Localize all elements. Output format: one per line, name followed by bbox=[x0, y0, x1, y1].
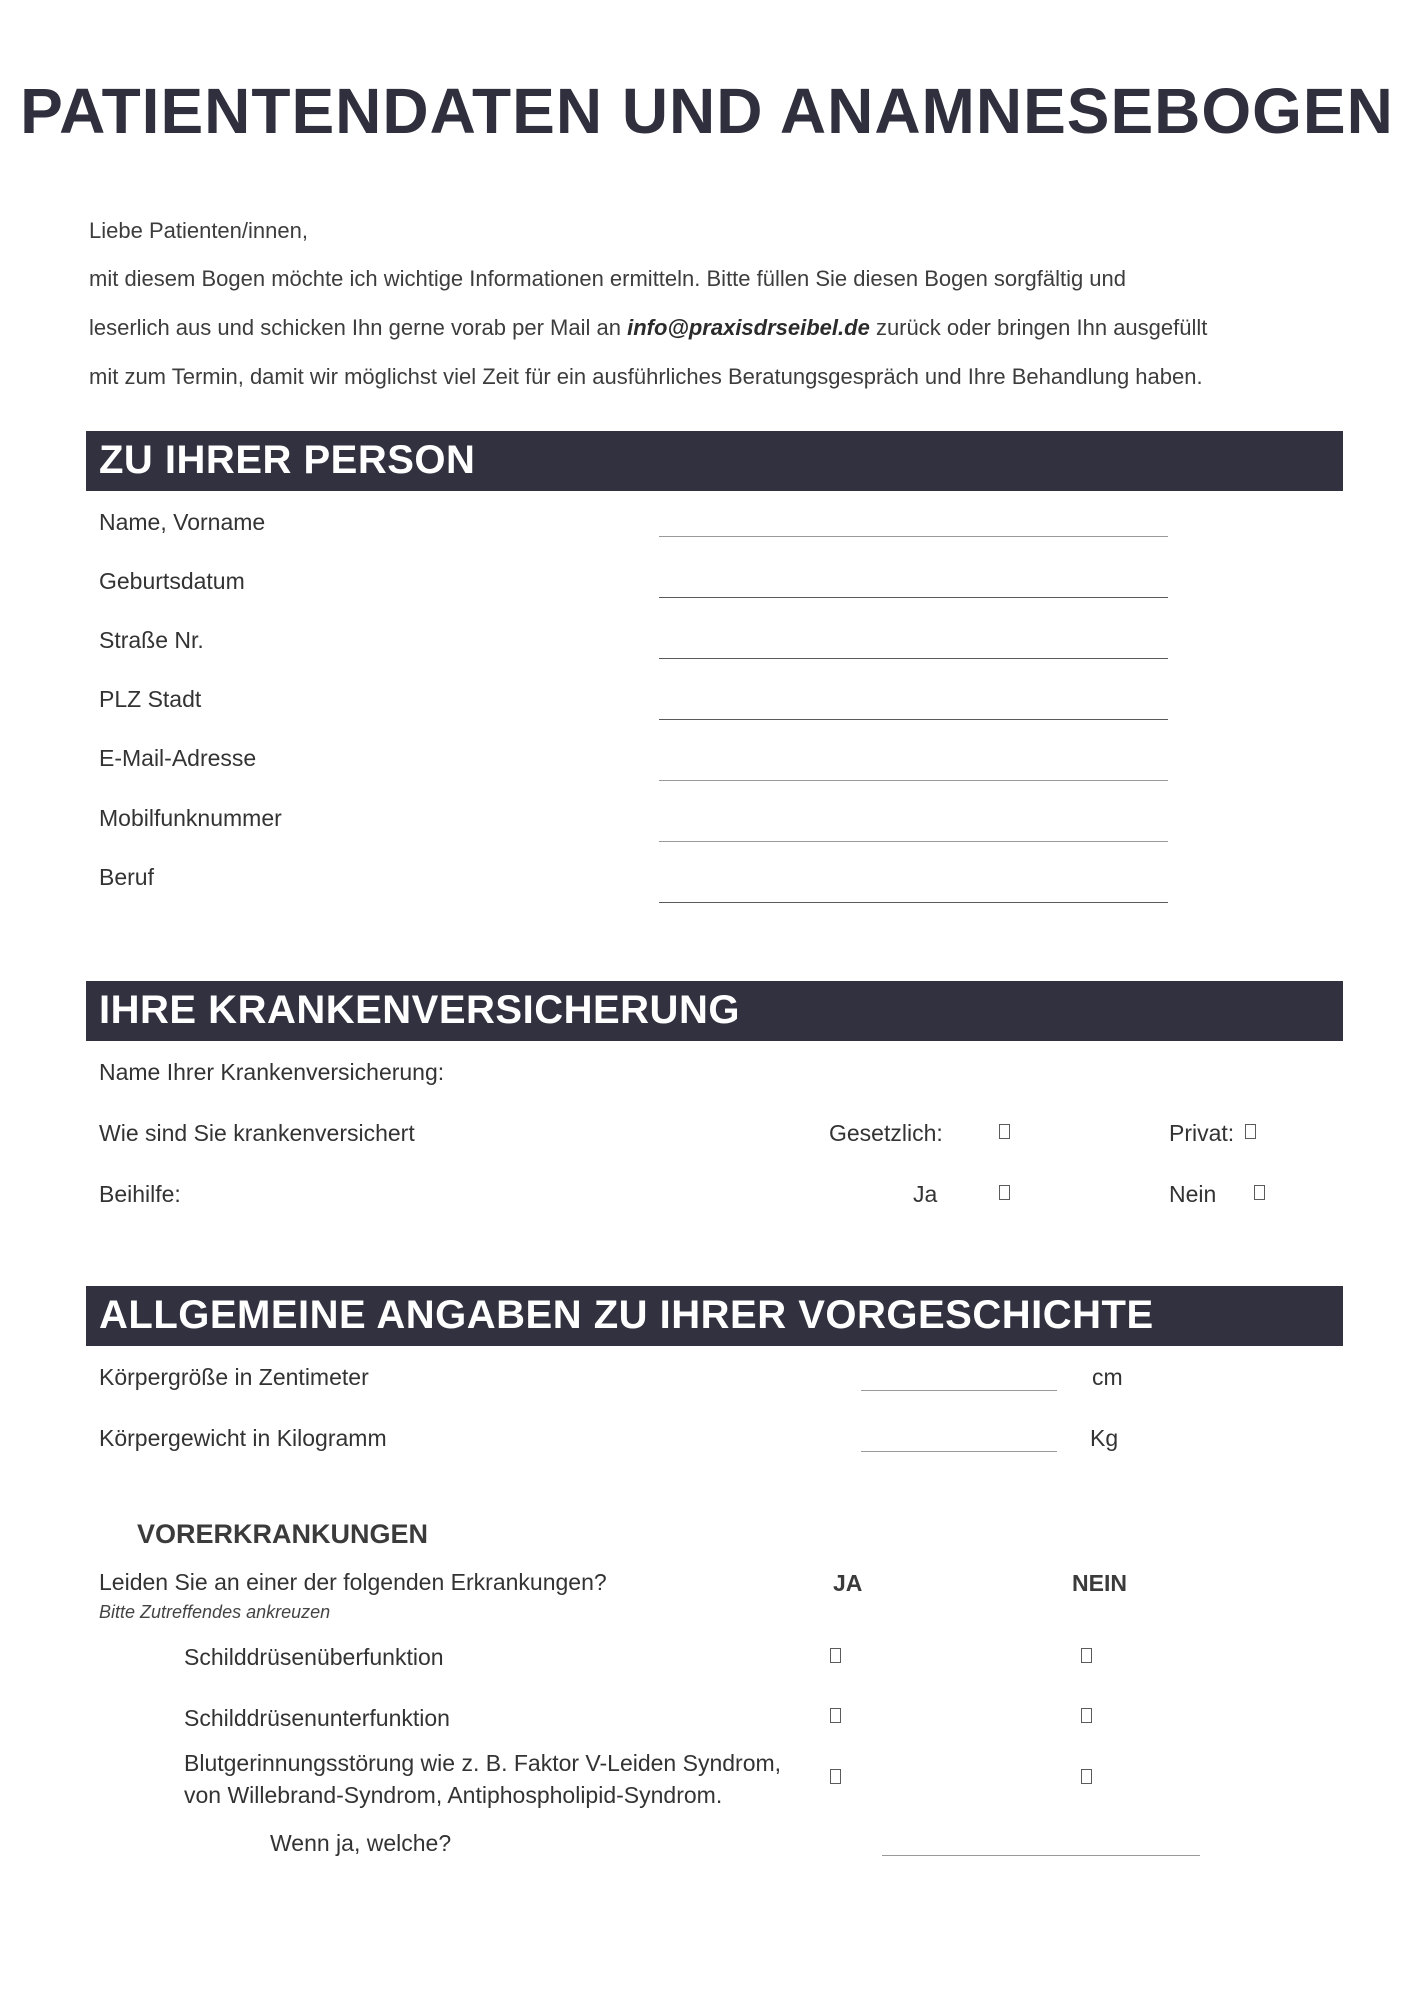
statutory-checkbox[interactable] bbox=[999, 1124, 1010, 1139]
prior-illnesses-note: Bitte Zutreffendes ankreuzen bbox=[99, 1602, 331, 1622]
statutory-label: Gesetzlich: bbox=[829, 1120, 943, 1146]
coagulation-yes-checkbox[interactable] bbox=[830, 1769, 841, 1784]
intro-line-2-start: leserlich aus und schicken Ihn gerne vorab per Mail an bbox=[89, 315, 628, 340]
prior-illnesses-question: Leiden Sie an einer der folgenden Erkrankungen? bbox=[99, 1569, 607, 1595]
height-unit: cm bbox=[1092, 1364, 1123, 1390]
weight-field[interactable] bbox=[861, 1451, 1057, 1452]
insurance-name-label: Name Ihrer Krankenversicherung: bbox=[99, 1059, 445, 1085]
intro-greeting: Liebe Patienten/innen, bbox=[89, 218, 308, 243]
private-checkbox[interactable] bbox=[1245, 1124, 1256, 1139]
aid-label: Beihilfe: bbox=[99, 1181, 181, 1207]
aid-no-label: Nein bbox=[1169, 1181, 1217, 1207]
section-header-insurance bbox=[86, 981, 1343, 1041]
private-label: Privat: bbox=[1169, 1120, 1235, 1146]
weight-label: Körpergewicht in Kilogramm bbox=[99, 1425, 387, 1451]
intro-line-2-end: zurück oder bringen Ihn ausgefüllt bbox=[869, 315, 1208, 340]
condition-hyperthyroidism: Schilddrüsenüberfunktion bbox=[184, 1644, 444, 1670]
hyperthyroidism-yes-checkbox[interactable] bbox=[830, 1648, 841, 1663]
condition-coagulation-line-1: Blutgerinnungsstörung wie z. B. Faktor V-Leiden Syndrom, bbox=[184, 1750, 782, 1776]
mobile-field[interactable] bbox=[659, 841, 1168, 842]
occupation-field[interactable] bbox=[659, 902, 1168, 903]
condition-coagulation-line-2: von Willebrand-Syndrom, Antiphospholipid-Syndrom. bbox=[184, 1782, 723, 1808]
section-header-history bbox=[86, 1286, 1343, 1346]
field-label-birthdate: Geburtsdatum bbox=[99, 568, 245, 594]
height-label: Körpergröße in Zentimeter bbox=[99, 1364, 369, 1390]
hypothyroidism-yes-checkbox[interactable] bbox=[830, 1708, 841, 1723]
hyperthyroidism-no-checkbox[interactable] bbox=[1081, 1648, 1092, 1663]
email-field[interactable] bbox=[659, 780, 1168, 781]
name-field[interactable] bbox=[659, 536, 1168, 537]
street-field[interactable] bbox=[659, 658, 1168, 659]
field-label-occupation: Beruf bbox=[99, 864, 154, 890]
section-title-person: ZU IHRER PERSON bbox=[99, 438, 476, 482]
followup-label: Wenn ja, welche? bbox=[270, 1830, 452, 1856]
birthdate-field[interactable] bbox=[659, 597, 1168, 598]
field-label-street: Straße Nr. bbox=[99, 627, 204, 653]
contact-email[interactable]: info@praxisdrseibel.de bbox=[627, 315, 870, 340]
prior-illnesses-heading: VORERKRANKUNGEN bbox=[137, 1519, 429, 1549]
hypothyroidism-no-checkbox[interactable] bbox=[1081, 1708, 1092, 1723]
aid-yes-checkbox[interactable] bbox=[999, 1185, 1010, 1200]
city-field[interactable] bbox=[659, 719, 1168, 720]
insurance-type-label: Wie sind Sie krankenversichert bbox=[99, 1120, 415, 1146]
intro-line-1: mit diesem Bogen möchte ich wichtige Informationen ermitteln. Bitte füllen Sie diesen Bogen sorgfältig und bbox=[89, 266, 1127, 291]
page-title: PATIENTENDATEN UND ANAMNESEBOGEN bbox=[20, 75, 1394, 147]
field-label-mobile: Mobilfunknummer bbox=[99, 805, 282, 831]
height-field[interactable] bbox=[861, 1390, 1057, 1391]
field-label-city: PLZ Stadt bbox=[99, 686, 202, 712]
field-label-email: E-Mail-Adresse bbox=[99, 745, 257, 771]
intro-line-3: mit zum Termin, damit wir möglichst viel Zeit für ein ausführliches Beratungsgespräch und Ihre Behandlung haben. bbox=[89, 364, 1203, 389]
aid-yes-label: Ja bbox=[913, 1181, 938, 1207]
condition-hypothyroidism: Schilddrüsenunterfunktion bbox=[184, 1705, 450, 1731]
section-title-history: ALLGEMEINE ANGABEN ZU IHRER VORGESCHICHTE bbox=[99, 1293, 1154, 1337]
followup-field[interactable] bbox=[882, 1855, 1200, 1856]
weight-unit: Kg bbox=[1090, 1425, 1119, 1451]
field-label-name: Name, Vorname bbox=[99, 509, 266, 535]
aid-no-checkbox[interactable] bbox=[1254, 1185, 1265, 1200]
coagulation-no-checkbox[interactable] bbox=[1081, 1769, 1092, 1784]
section-header-person bbox=[86, 431, 1343, 491]
section-title-insurance: IHRE KRANKENVERSICHERUNG bbox=[99, 988, 740, 1032]
column-header-no: NEIN bbox=[1072, 1570, 1127, 1596]
intro-line-2 bbox=[89, 315, 1207, 341]
column-header-yes: JA bbox=[833, 1570, 863, 1596]
